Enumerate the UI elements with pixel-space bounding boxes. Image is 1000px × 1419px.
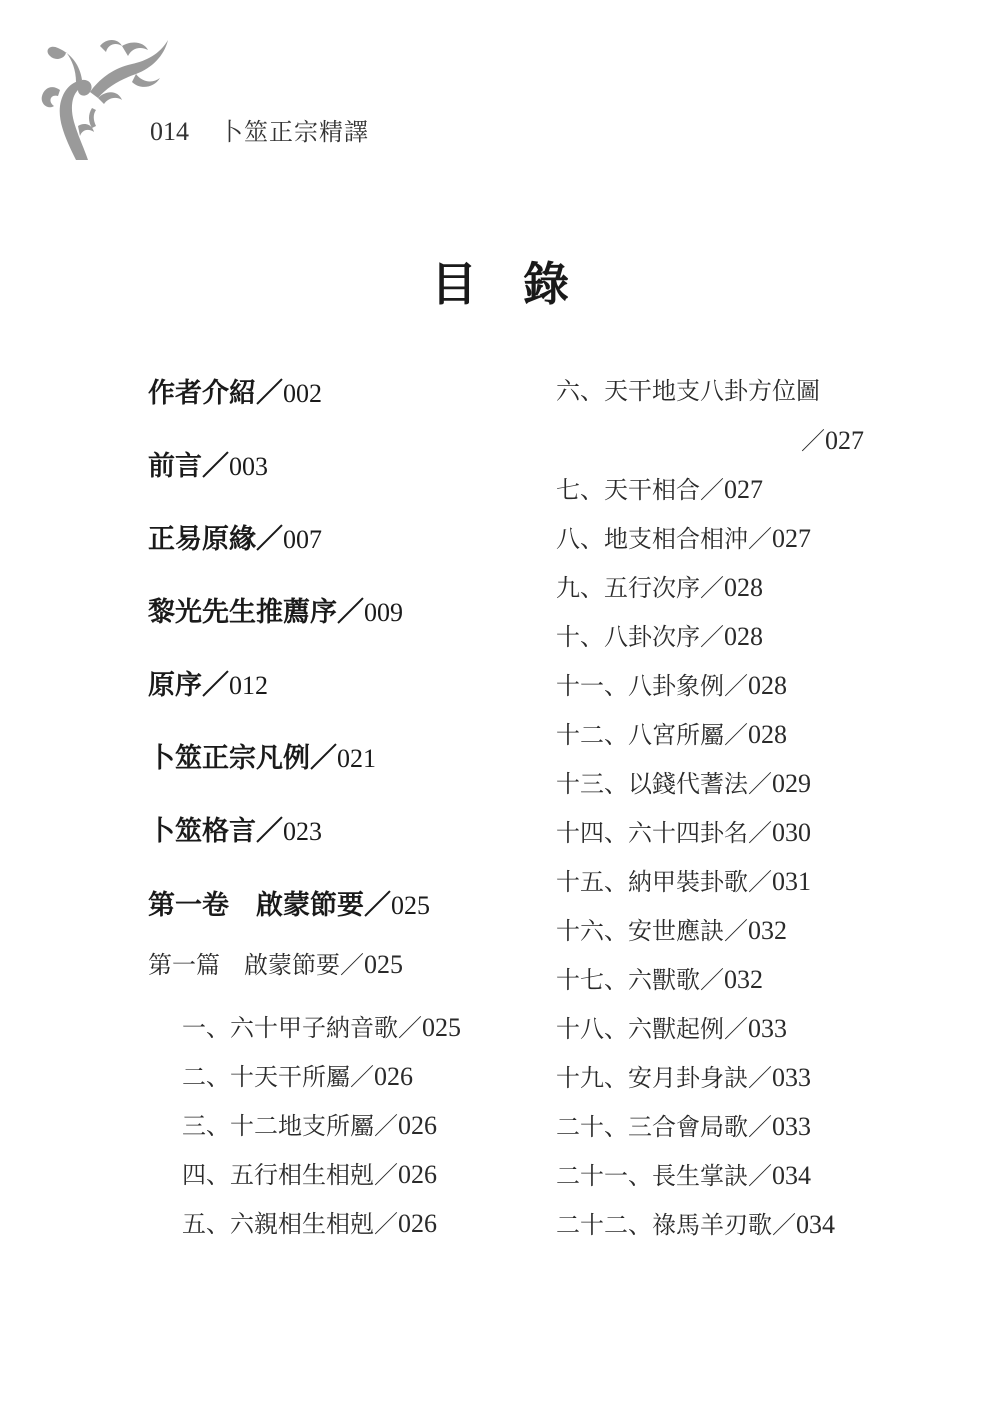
toc-entry-page: 030 (772, 818, 811, 847)
toc-entry[interactable] (556, 378, 820, 404)
toc-entry-label: 八、地支相合相沖／ (556, 525, 772, 553)
toc-entry[interactable] (556, 1163, 811, 1189)
toc-entry[interactable] (556, 673, 787, 699)
toc-entry-label: 二、十天干所屬／ (182, 1063, 374, 1091)
toc-entry-label: 黎光先生推薦序／ (148, 597, 364, 628)
toc-entry[interactable] (556, 722, 787, 748)
toc-entry-label: 卜筮格言／ (148, 816, 283, 847)
toc-entry[interactable] (148, 745, 376, 772)
toc-entry[interactable] (182, 1015, 461, 1041)
toc-entry[interactable] (556, 1212, 835, 1238)
toc-entry-page: 033 (748, 1014, 787, 1043)
toc-entry-page: 033 (772, 1063, 811, 1092)
toc-entry-page: 007 (283, 525, 322, 554)
toc-entry-page: 028 (748, 671, 787, 700)
toc-entry-label: 原序／ (148, 670, 229, 701)
toc-entry-page: 034 (772, 1161, 811, 1190)
toc-entry[interactable] (556, 771, 811, 797)
page-title: 目錄 (431, 257, 615, 311)
toc-entry[interactable] (556, 869, 811, 895)
toc-entry-label: 作者介紹／ (148, 378, 283, 409)
toc-entry-page: 026 (398, 1111, 437, 1140)
toc-entry-label: 二十二、祿馬羊刃歌／ (556, 1211, 796, 1239)
toc-entry[interactable] (556, 1114, 811, 1140)
toc-entry[interactable] (556, 624, 763, 650)
toc-entry[interactable] (148, 599, 403, 626)
toc-entry-page: 034 (796, 1210, 835, 1239)
toc-entry-label: 九、五行次序／ (556, 574, 724, 602)
toc-entry[interactable] (182, 1064, 413, 1090)
toc-entry-label: 十三、以錢代蓍法／ (556, 770, 772, 798)
toc-entry-label: 十四、六十四卦名／ (556, 819, 772, 847)
toc-entry-page: 027 (724, 475, 763, 504)
toc-entry-page: 025 (422, 1013, 461, 1042)
toc-entry-page: 023 (283, 817, 322, 846)
toc-entry[interactable] (556, 820, 811, 846)
toc-entry-label: 七、天干相合／ (556, 476, 724, 504)
header-page-number: 014 (150, 117, 189, 146)
toc-entry-label: 三、十二地支所屬／ (182, 1112, 398, 1140)
toc-entry[interactable] (556, 1065, 811, 1091)
toc-entry-page: 032 (748, 916, 787, 945)
toc-entry-page: 009 (364, 598, 403, 627)
toc-entry-page: 012 (229, 671, 268, 700)
toc-entry[interactable] (556, 477, 763, 503)
toc-entry[interactable] (556, 526, 811, 552)
toc-entry-continuation[interactable] (801, 428, 864, 454)
toc-entry-page: 031 (772, 867, 811, 896)
toc-entry-label: 十八、六獸起例／ (556, 1015, 748, 1043)
toc-entry-page: 021 (337, 744, 376, 773)
toc-entry-page: 025 (391, 891, 430, 920)
toc-entry-page: 025 (364, 950, 403, 979)
toc-entry[interactable] (182, 1113, 437, 1139)
toc-entry[interactable] (556, 918, 787, 944)
toc-entry[interactable] (148, 952, 403, 978)
toc-entry-label: 十六、安世應訣／ (556, 917, 748, 945)
toc-entry-label: 十五、納甲裝卦歌／ (556, 868, 772, 896)
toc-entry[interactable] (148, 818, 322, 845)
toc-entry-page: 029 (772, 769, 811, 798)
toc-entry-label: 十九、安月卦身訣／ (556, 1064, 772, 1092)
toc-entry-label: 卜筮正宗凡例／ (148, 743, 337, 774)
toc-entry[interactable] (148, 453, 268, 480)
toc-entry-page: 032 (724, 965, 763, 994)
toc-entry-label: 二十一、長生掌訣／ (556, 1162, 772, 1190)
toc-entry-label: 四、五行相生相剋／ (182, 1161, 398, 1189)
toc-entry-page: 026 (398, 1209, 437, 1238)
toc-entry-label: 十七、六獸歌／ (556, 966, 724, 994)
toc-entry-label: 前言／ (148, 451, 229, 482)
toc-entry[interactable] (148, 526, 322, 553)
toc-entry[interactable] (182, 1162, 437, 1188)
toc-entry-page: 028 (748, 720, 787, 749)
toc-entry[interactable] (556, 1016, 787, 1042)
toc-entry-label: 十、八卦次序／ (556, 623, 724, 651)
toc-entry-page: 028 (724, 622, 763, 651)
toc-entry[interactable] (556, 967, 763, 993)
toc-entry-page: 003 (229, 452, 268, 481)
toc-entry-label: 十一、八卦象例／ (556, 672, 748, 700)
toc-entry-label: 六、天干地支八卦方位圖 (556, 377, 820, 405)
toc-entry-page: 028 (724, 573, 763, 602)
toc-entry[interactable] (148, 380, 322, 407)
toc-entry-page: 033 (772, 1112, 811, 1141)
toc-entry-label: 十二、八宮所屬／ (556, 721, 748, 749)
toc-entry-label: 第一卷 啟蒙節要／ (148, 890, 391, 921)
toc-entry[interactable] (148, 672, 268, 699)
running-header (150, 112, 369, 147)
toc-entry[interactable] (148, 892, 430, 919)
toc-entry[interactable] (182, 1211, 437, 1237)
toc-entry-label: 五、六親相生相剋／ (182, 1210, 398, 1238)
toc-entry-page: 027 (772, 524, 811, 553)
toc-entry-page: 026 (374, 1062, 413, 1091)
toc-entry-page: 026 (398, 1160, 437, 1189)
toc-entry-label: 第一篇 啟蒙節要／ (148, 951, 364, 979)
toc-entry-label: ／ (801, 427, 825, 455)
toc-entry-page: 027 (825, 426, 864, 455)
header-book-title: 卜筮正宗精譯 (219, 118, 369, 146)
toc-entry-label: 一、六十甲子納音歌／ (182, 1014, 422, 1042)
toc-entry-label: 正易原緣／ (148, 524, 283, 555)
toc-entry-label: 二十、三合會局歌／ (556, 1113, 772, 1141)
toc-entry-page: 002 (283, 379, 322, 408)
toc-entry[interactable] (556, 575, 763, 601)
